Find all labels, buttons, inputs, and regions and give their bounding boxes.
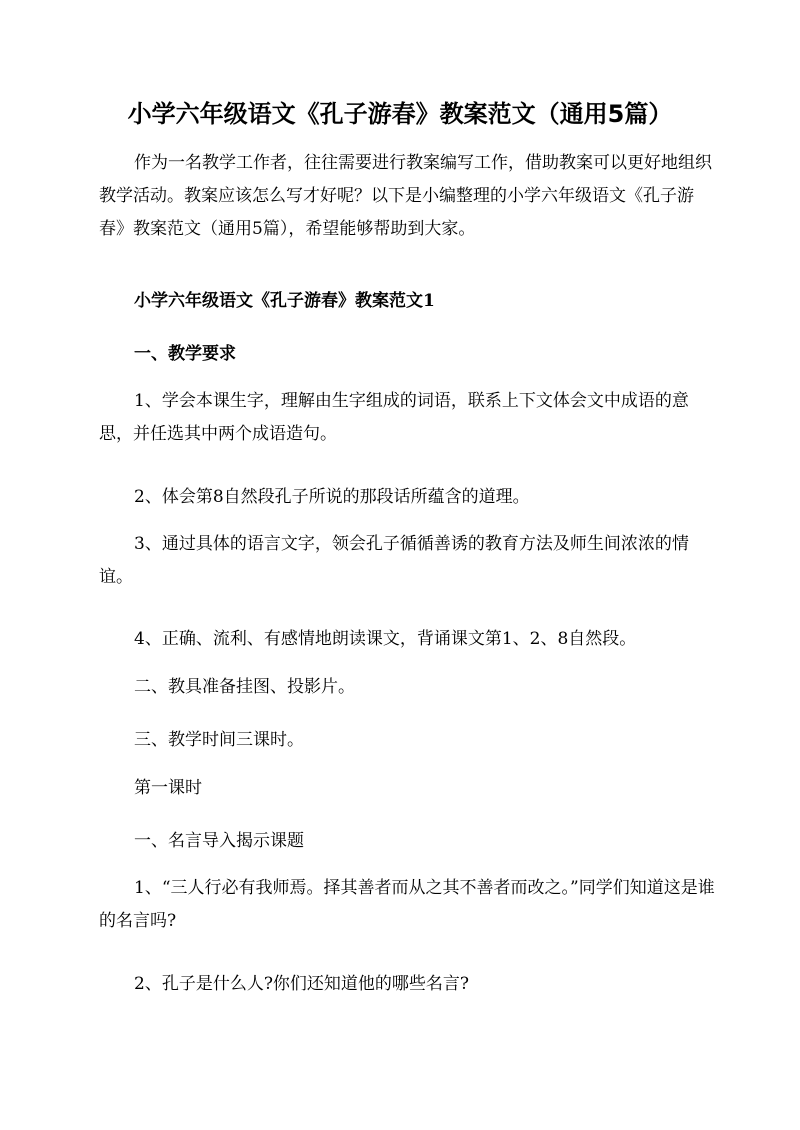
document-title: 小学六年级语文《孔子游春》教案范文（通用5篇） [127,100,673,128]
lesson-1-heading: 第一课时 [134,778,202,798]
requirement-2: 2、体会第8自然段孔子所说的那段话所蕴含的道理。 [134,487,530,507]
teaching-tools: 二、教具准备挂图、投影片。 [134,677,355,697]
intro-paragraph: 作为一名教学工作者，往往需要进行教案编写工作，借助教案可以更好地组织教学活动。教案应该怎么写才好呢？以下是小编整理的小学六年级语文《孔子游春》教案范文（通用5篇），希望能够帮助到大家。 [99,153,712,239]
requirement-1: 1、学会本课生字，理解由生字组成的词语，联系上下文体会文中成语的意思，并任选其中两个成语造句。 [99,391,689,444]
question-1: 1、“三人行必有我师焉。择其善者而从之其不善者而改之。”同学们知道这是谁的名言吗? [99,878,715,931]
teaching-time: 三、教学时间三课时。 [134,730,304,750]
heading-teaching-requirements: 一、教学要求 [134,344,236,364]
section-heading: 小学六年级语文《孔子游春》教案范文1 [134,291,435,311]
requirement-3: 3、通过具体的语言文字，领会孔子循循善诱的教育方法及师生间浓浓的情谊。 [99,534,689,587]
step-1-heading: 一、名言导入揭示课题 [134,831,304,851]
requirement-4: 4、正确、流利、有感情地朗读课文，背诵课文第1、2、8自然段。 [134,629,637,649]
question-2: 2、孔子是什么人?你们还知道他的哪些名言? [134,974,470,994]
